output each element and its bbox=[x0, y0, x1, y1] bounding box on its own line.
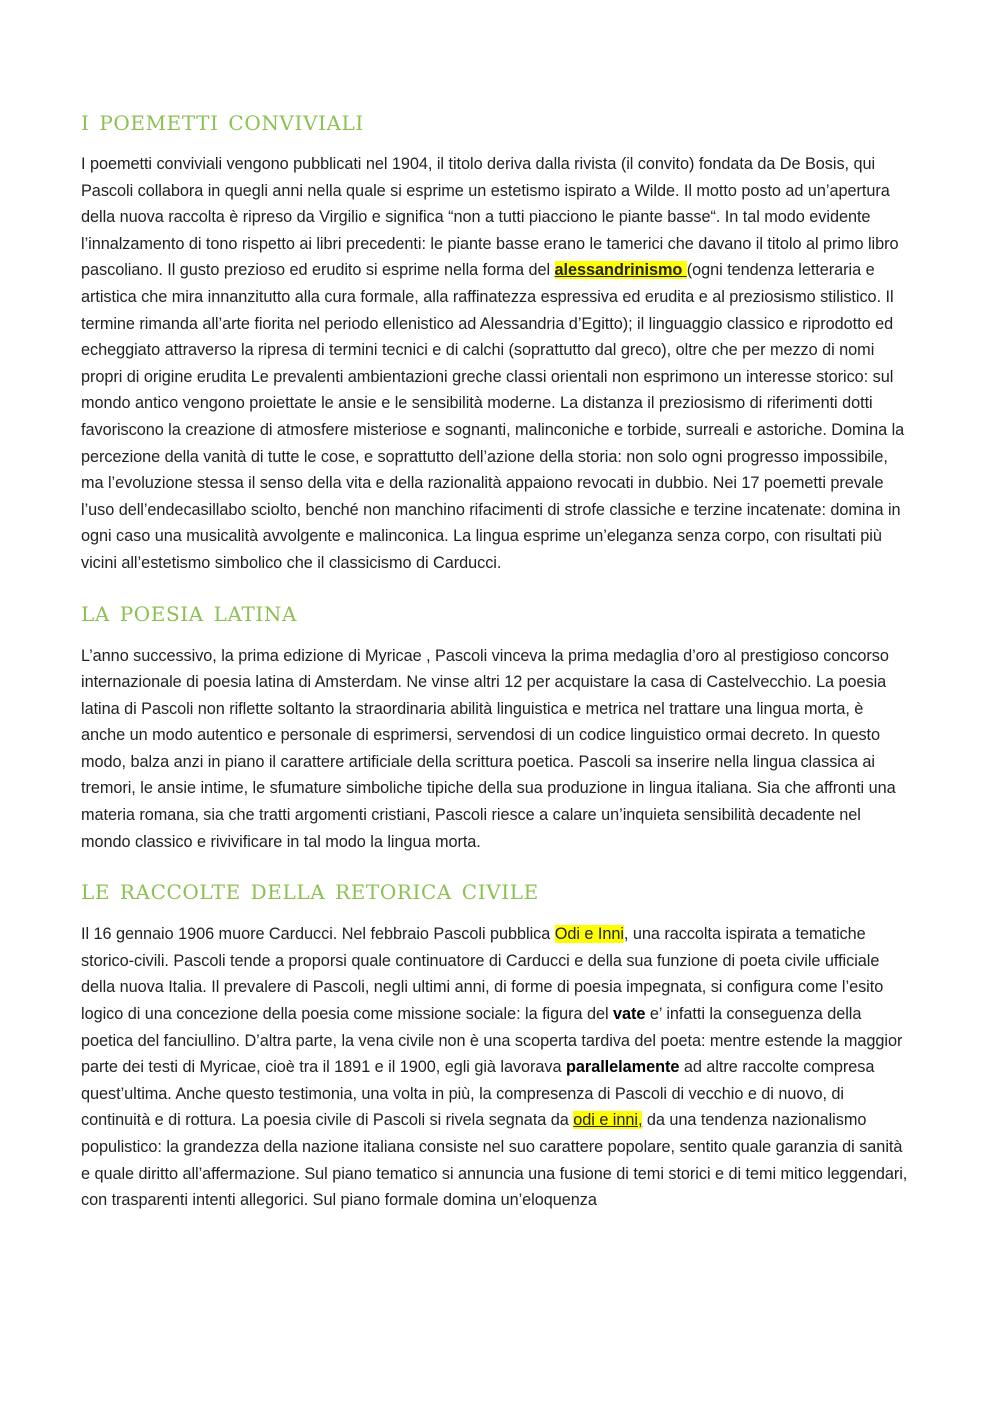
section-title-poemetti-conviviali: i poemetti conviviali bbox=[81, 103, 364, 137]
section-title-retorica-civile: le raccolte della retorica civile bbox=[81, 872, 539, 907]
section-paragraph-retorica-civile bbox=[81, 921, 911, 1214]
paragraph-text: Il 16 gennaio 1906 muore Carducci. Nel febbraio Pascoli pubblica bbox=[81, 925, 555, 944]
paragraph-text: , una raccolta ispirata a tematiche storico-civili. Pascoli tende a proporsi quale continuatore di Carducci e della sua funzione di poeta civile ufficiale della nuova Italia. Il prevalere di Pascoli, negli ultimi anni, di forme di poesia impegnata, si configura come l’esito logico di una concezione della poesia come missione sociale: la figura del bbox=[81, 925, 884, 1024]
highlighted-term-odi-e-inni-lower: odi e inni, bbox=[573, 1111, 643, 1130]
paragraph-text: ad altre raccolte compresa quest’ultima. Anche questo testimonia, una volta in più, la compresenza di Pascoli di vecchio e di nuovo, di continuità e di rottura. La poesia civile di Pascoli si rivela segnata da bbox=[81, 1058, 875, 1130]
paragraph-text: I poemetti conviviali vengono pubblicati nel 1904, il titolo deriva dalla rivista (il convito) fondata da De Bosis, qui Pascoli collabora in quegli anni nella quale si esprime un estetismo ispirato a Wilde. Il motto posto ad un’apertura della nuova raccolta è ripreso da Virgilio e significa “non a tutti piacciono le piante basse“. In tal modo evidente l’innalzamento di tono rispetto ai libri precedenti: le piante basse erano le tamerici che davano il titolo al primo libro pascoliano. Il gusto prezioso ed erudito si esprime nella forma del bbox=[81, 155, 899, 280]
paragraph-text: (ogni tendenza letteraria e artistica che mira innanzitutto alla cura formale, alla raffinatezza espressiva ed erudita e al preziosismo stilistico. Il termine rimanda all’arte fiorita nel periodo ellenistico ad Alessandria d’Egitto); il linguaggio classico e riprodotto ed echeggiato attraverso la ripresa di termini tecnici e di calchi (soprattutto dal greco), oltre che per mezzo di nomi propri di origine erudita Le prevalenti ambientazioni greche classi orientali non esprimono un interesse storico: sul mondo antico vengono proiettate le ansie e le sensibilità moderne. La distanza il preziosismo di riferimenti dotti favoriscono la creazione di atmosfere misteriose e sognanti, malinconiche e torbide, surreali e astoriche. Domina la percezione della vanità di tutte le cose, e soprattutto dell’azione della storia: non solo ogni progresso impossibile, ma l’evoluzione stessa il senso della vita e della razionalità appaiono revocati in dubbio. Nei 17 poemetti prevale l’uso dell’endecasillabo sciolto, benché non manchino rifacimenti di strofe classiche e terzine incatenate: domina in ogni caso una musicalità avvolgente e malinconica. La lingua esprime un’eleganza senza corpo, con risultati più vicini all’estetismo simbolico che il classicismo di Carducci. bbox=[81, 261, 905, 572]
section-paragraph-poemetti-conviviali bbox=[81, 151, 911, 577]
paragraph-text: da una tendenza nazionalismo populistico: la grandezza della nazione italiana consiste nel suo carattere popolare, sentito quale garanzia di sanità e quale diritto all’affermazione. Sul piano tematico si annuncia una fusione di temi storici e di temi mitico leggendari, con trasparenti intenti allegorici. Sul piano formale domina un’eloquenza bbox=[81, 1111, 908, 1210]
highlighted-term-odi-e-inni: Odi e Inni bbox=[554, 925, 624, 944]
section-paragraph-poesia-latina: L’anno successivo, la prima edizione di Myricae , Pascoli vinceva la prima medaglia d’oro al prestigioso concorso internazionale di poesia latina di Amsterdam. Ne vinse altri 12 per acquistare la casa di Castelvecchio. La poesia latina di Pascoli non riflette soltanto la straordinaria abilità linguistica e metrica nel trattare una lingua morta, è anche un modo autentico e personale di esprimersi, servendosi di un codice linguistico ormai decreto. In questo modo, balza anzi in piano il carattere artificiale della scrittura poetica. Pascoli sa inserire nella lingua classica ai tremori, le ansie intime, le sfumature simboliche tipiche della sua produzione in lingua italiana. Sia che affronti una materia romana, sia che tratti argomenti cristiani, Pascoli riesce a calare un’inquieta sensibilità decadente nel mondo classico e rivivificare in tal modo la lingua morta. bbox=[81, 646, 896, 851]
document-page bbox=[81, 100, 911, 1214]
bold-term-parallelamente: parallelamente bbox=[566, 1058, 680, 1077]
section-title-poesia-latina: la poesia latina bbox=[81, 593, 298, 628]
bold-term-vate: vate bbox=[613, 1005, 646, 1024]
highlighted-term-alessandrinismo: alessandrinismo bbox=[554, 261, 687, 280]
paragraph-text: e’ infatti la conseguenza della poetica del fanciullino. D’altra parte, la vena civile non è una scoperta tardiva del poeta: mentre estende la maggior parte dei testi di Myricae, cioè tra il 1891 e il 1900, egli già lavorava bbox=[81, 1005, 903, 1077]
